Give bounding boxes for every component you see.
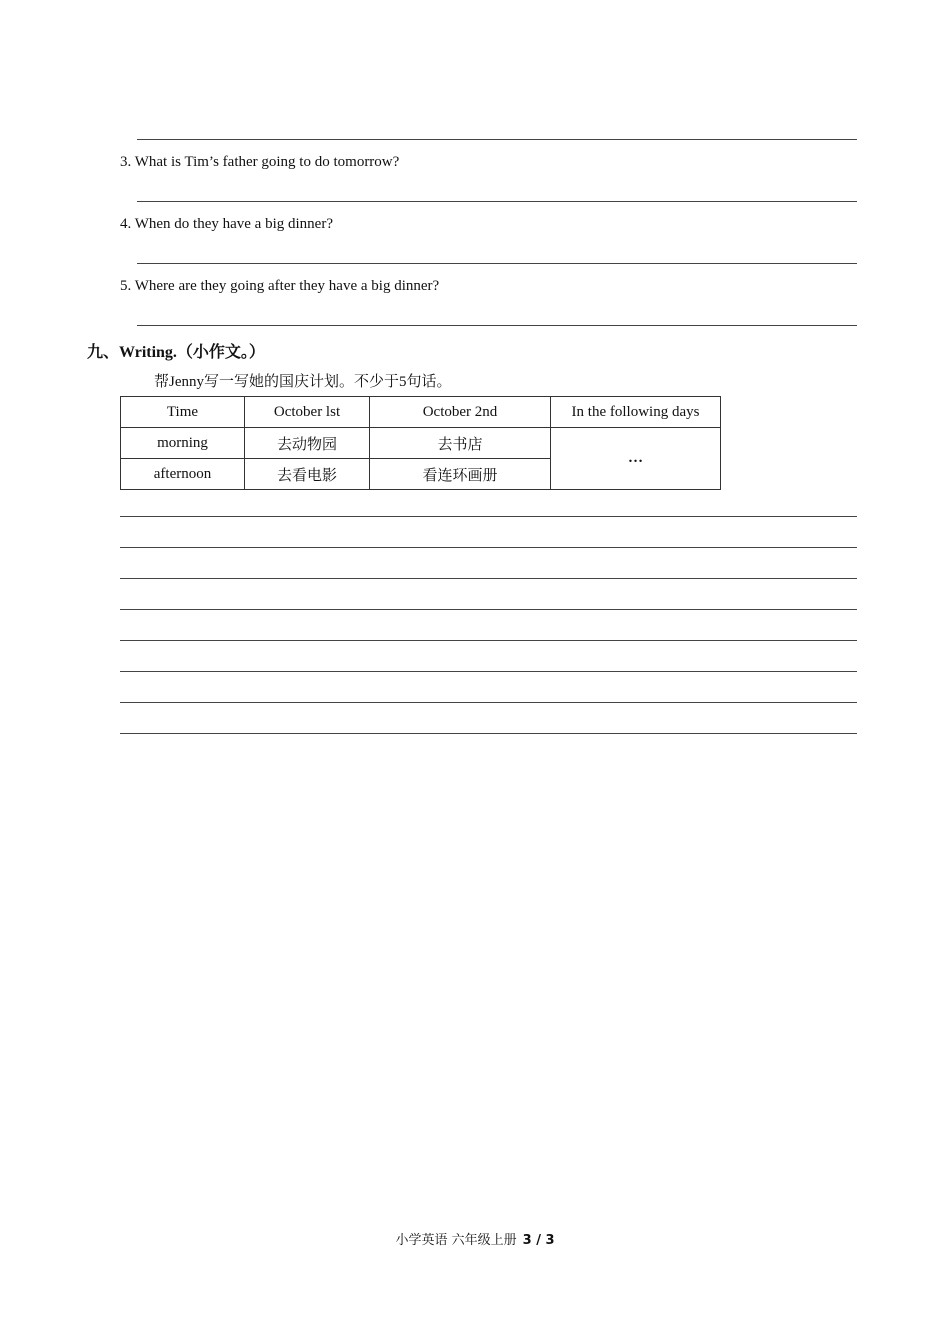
writing-line (120, 547, 857, 548)
writing-line (120, 516, 857, 517)
writing-instruction: 帮Jenny写一写她的国庆计划。不少于5句话。 (154, 374, 452, 390)
table-header-row (121, 397, 721, 428)
writing-line (120, 578, 857, 579)
table-cell: 去书店 (370, 428, 551, 459)
section-title: 九、Writing.（小作文。） (87, 344, 265, 361)
writing-line (120, 640, 857, 641)
plan-table (120, 396, 721, 490)
footer-text: 小学英语 六年级上册 (395, 1233, 517, 1248)
answer-line (137, 201, 857, 202)
writing-line (120, 609, 857, 610)
header-time: Time (121, 397, 245, 428)
table-cell: 看连环画册 (370, 459, 551, 490)
page-footer (0, 1229, 950, 1248)
writing-line (120, 702, 857, 703)
table-cell: morning (121, 428, 245, 459)
table-cell: 去看电影 (245, 459, 370, 490)
answer-line (137, 263, 857, 264)
merged-ellipsis-cell: … (551, 428, 721, 490)
header-oct-1: October lst (245, 397, 370, 428)
table-row (121, 428, 721, 459)
writing-line (120, 671, 857, 672)
table-cell: 去动物园 (245, 428, 370, 459)
page-number: 3 / 3 (522, 1233, 555, 1248)
question-5: 5. Where are they going after they have a big dinner? (120, 278, 440, 294)
question-3: 3. What is Tim’s father going to do tomorrow? (120, 154, 400, 170)
header-following-days: In the following days (551, 397, 721, 428)
table-cell: afternoon (121, 459, 245, 490)
answer-line (137, 139, 857, 140)
header-oct-2: October 2nd (370, 397, 551, 428)
writing-line (120, 733, 857, 734)
question-4: 4. When do they have a big dinner? (120, 216, 333, 232)
answer-line (137, 325, 857, 326)
